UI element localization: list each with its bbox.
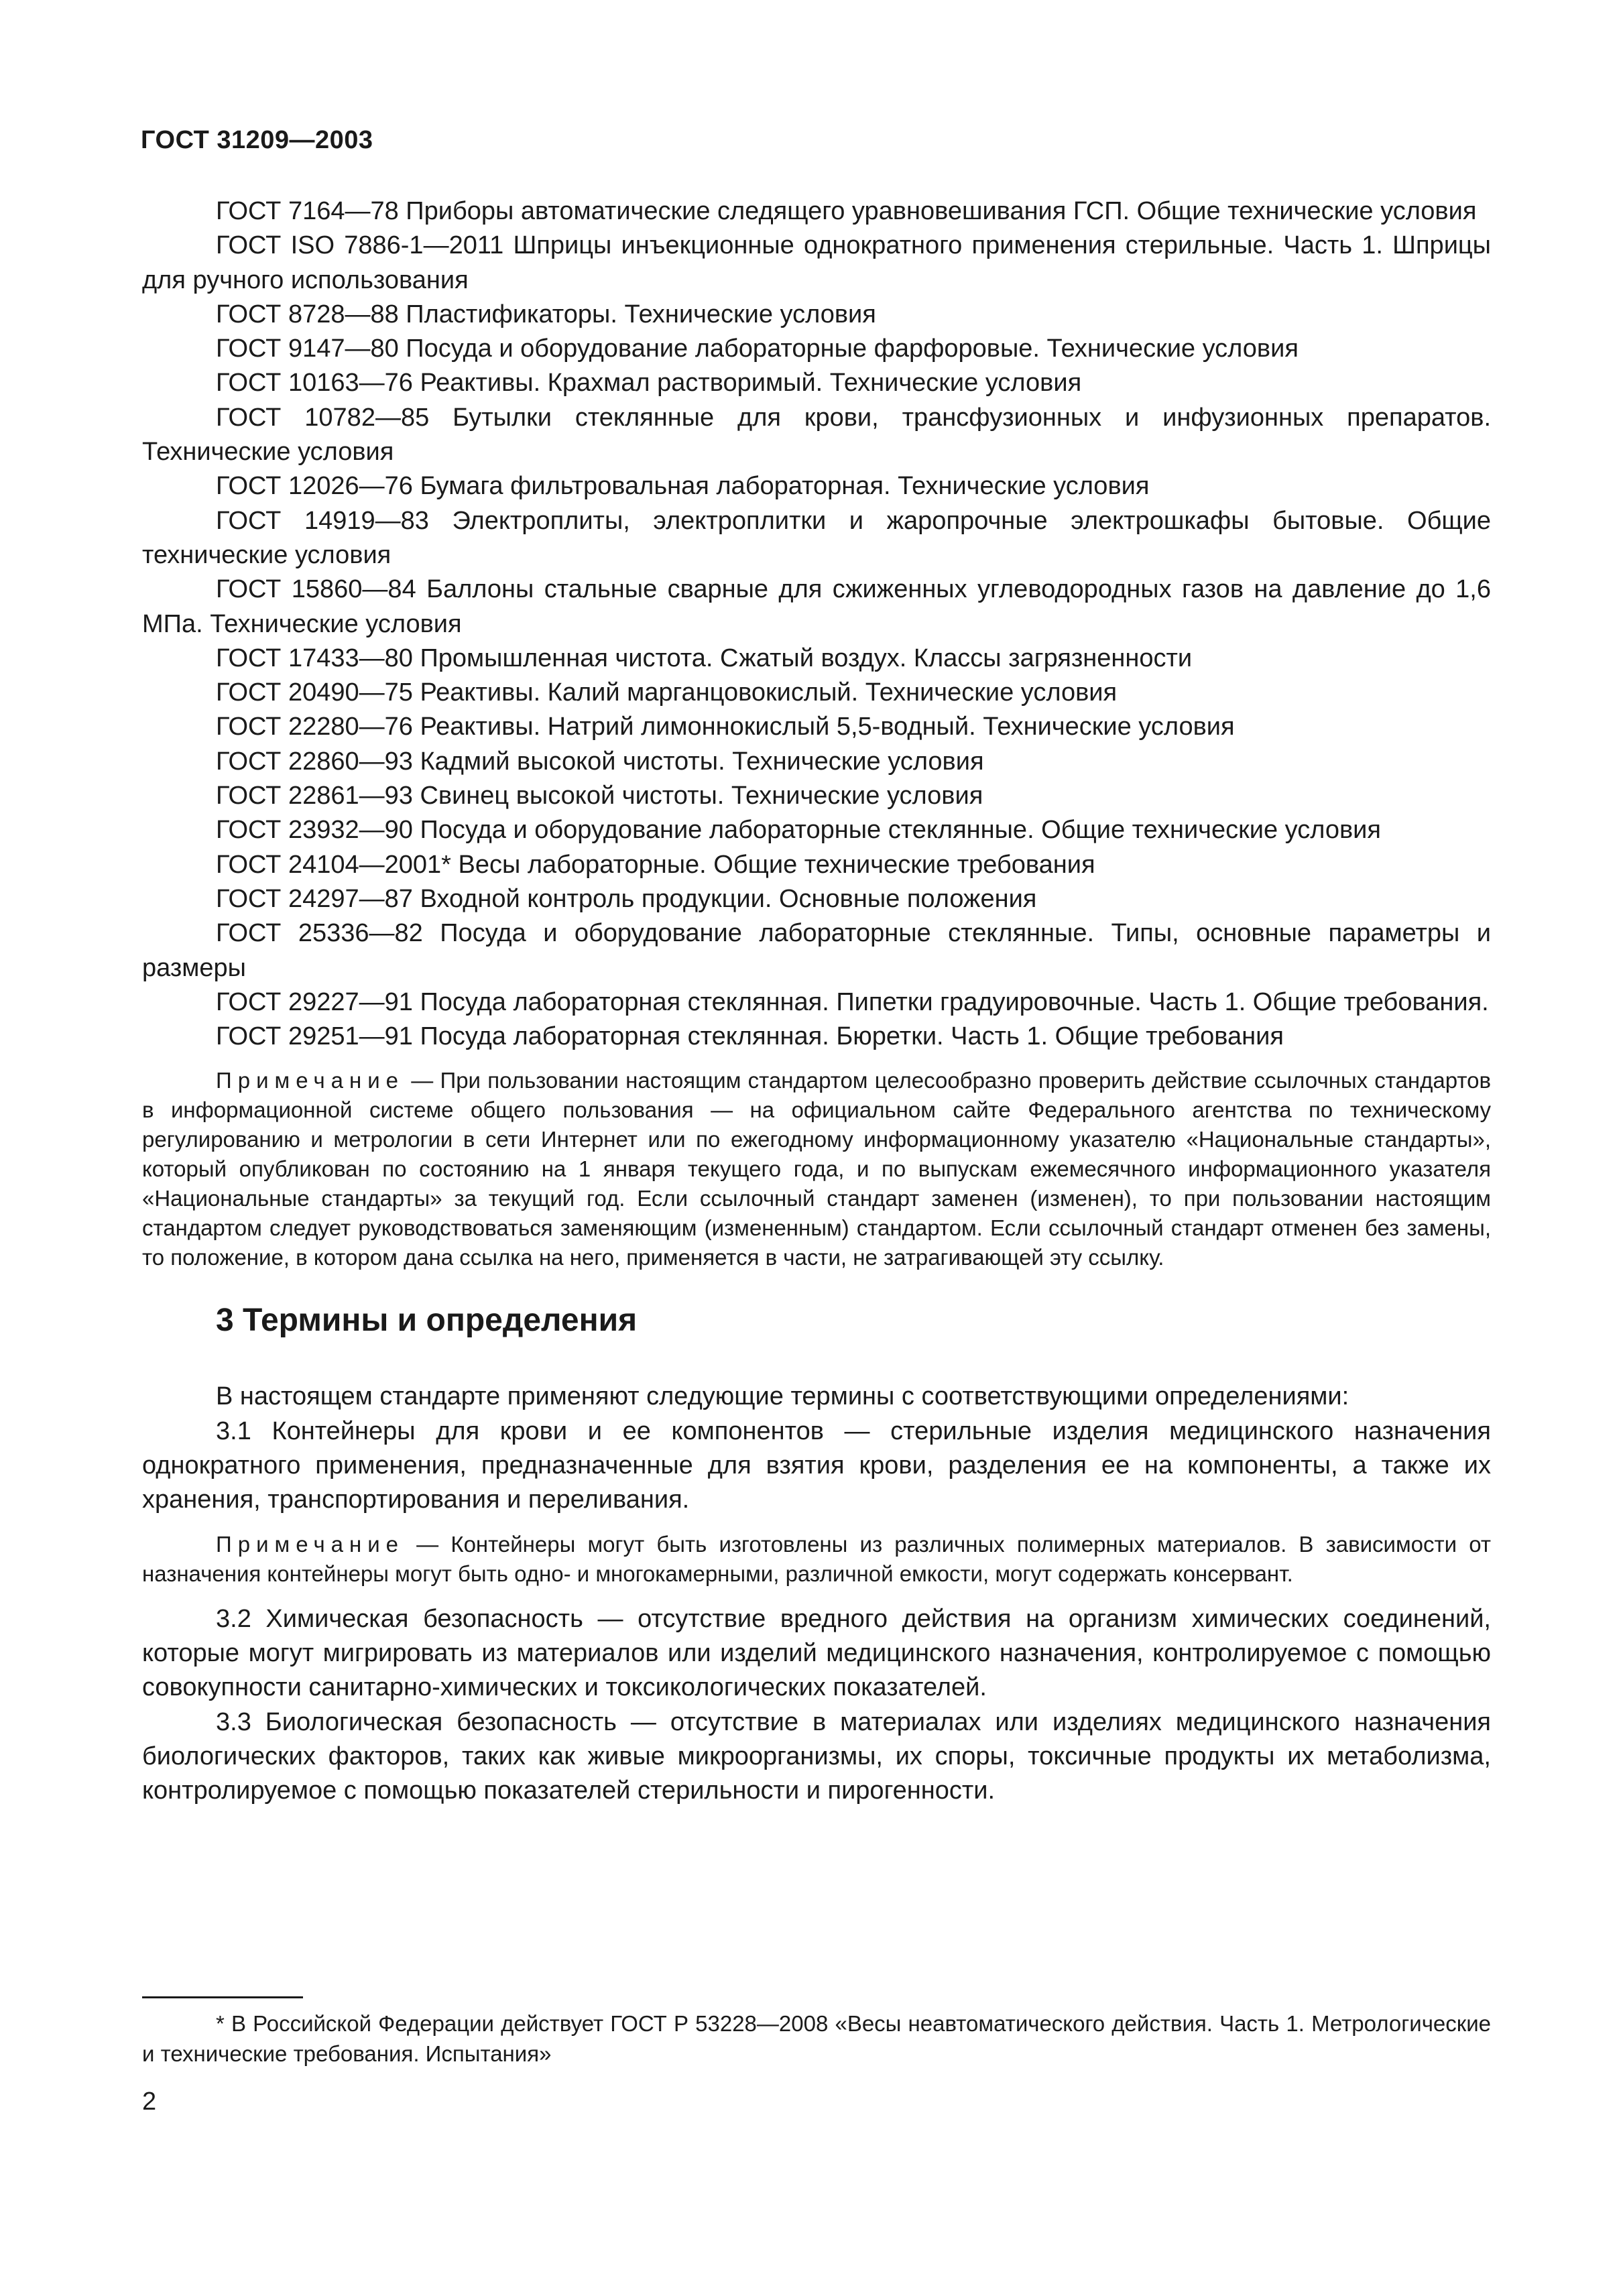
- reference-list: [142, 194, 1491, 1054]
- note-label: Примечание: [216, 1068, 405, 1093]
- references-note: [142, 1066, 1491, 1272]
- reference-item: ГОСТ 23932—90 Посуда и оборудование лабораторные стеклянные. Общие технические условия: [216, 816, 1381, 845]
- section-intro: В настоящем стандарте применяют следующие термины с соответствующими определениями:: [216, 1382, 1349, 1411]
- reference-item: ГОСТ ISO 7886-1—2011 Шприцы инъекционные однократного применения стерильные. Часть 1. Шприцы для ручного использования: [142, 231, 1491, 294]
- reference-item: ГОСТ 8728—88 Пластификаторы. Технические условия: [216, 300, 876, 328]
- reference-item: ГОСТ 10782—85 Бутылки стеклянные для крови, трансфузионных и инфузионных препаратов. Технические условия: [142, 403, 1491, 467]
- page-content: [142, 194, 1491, 1808]
- note-label: Примечание: [216, 1531, 405, 1557]
- reference-item: ГОСТ 15860—84 Баллоны стальные сварные для сжиженных углеводородных газов на давление до 1,6 МПа. Технические условия: [142, 575, 1491, 638]
- reference-item: ГОСТ 24104—2001* Весы лабораторные. Общие технические требования: [216, 850, 1095, 879]
- footnote-divider: [142, 1996, 303, 1998]
- section-title: 3 Термины и определения: [216, 1303, 638, 1339]
- term-note: [142, 1530, 1491, 1589]
- reference-item: ГОСТ 17433—80 Промышленная чистота. Сжатый воздух. Классы загрязненности: [216, 644, 1193, 672]
- reference-item: ГОСТ 14919—83 Электроплиты, электроплитки и жаропрочные электрошкафы бытовые. Общие технические условия: [142, 506, 1491, 569]
- reference-item: ГОСТ 9147—80 Посуда и оборудование лабораторные фарфоровые. Технические условия: [216, 335, 1299, 363]
- note-text: — При пользовании настоящим стандартом целесообразно проверить действие ссылочных стандартов в информационной системе общего пользования — на официальном сайте Федерального агентства по техническому регулированию и метрологии в сети Интернет или по ежегодному информационному указателю «Национальные стандарты», который опубликован по состоянию на 1 января текущего года, и по выпускам ежемесячного информационного указателя «Национальные стандарты» за текущий год. Если ссылочный стандарт заменен (изменен), то при пользовании настоящим стандартом следует руководствоваться заменяющим (измененным) стандартом. Если ссылочный стандарт отменен без замены, то положение, в котором дана ссылка на него, применяется в части, не затрагивающей эту ссылку.: [142, 1068, 1491, 1270]
- reference-item: ГОСТ 25336—82 Посуда и оборудование лабораторные стеклянные. Типы, основные параметры и размеры: [142, 919, 1491, 982]
- reference-item: ГОСТ 22280—76 Реактивы. Натрий лимоннокислый 5,5-водный. Технические условия: [216, 713, 1235, 741]
- term-definition: 3.3 Биологическая безопасность — отсутствие в материалах или изделиях медицинского назначения биологических факторов, таких как живые микроорганизмы, их споры, токсичные продукты их метаболизма, контролируемое с помощью показателей стерильности и пирогенности.: [142, 1707, 1491, 1805]
- document-header: ГОСТ 31209—2003: [141, 126, 373, 154]
- reference-item: ГОСТ 10163—76 Реактивы. Крахмал растворимый. Технические условия: [216, 369, 1082, 398]
- reference-item: ГОСТ 7164—78 Приборы автоматические следящего уравновешивания ГСП. Общие технические условия: [216, 197, 1477, 225]
- term-definition: 3.1 Контейнеры для крови и ее компонентов — стерильные изделия медицинского назначения однократного применения, предназначенные для взятия крови, разделения ее на компоненты, а также их хранения, транспортирования и переливания.: [142, 1416, 1491, 1514]
- reference-item: ГОСТ 24297—87 Входной контроль продукции. Основные положения: [216, 884, 1037, 913]
- reference-item: ГОСТ 29227—91 Посуда лабораторная стеклянная. Пипетки градуировочные. Часть 1. Общие требования.: [216, 987, 1489, 1016]
- reference-item: ГОСТ 22861—93 Свинец высокой чистоты. Технические условия: [216, 782, 983, 810]
- page-number: 2: [142, 2088, 157, 2116]
- term-definition: 3.2 Химическая безопасность — отсутствие вредного действия на организм химических соединений, которые могут мигрировать из материалов или изделий медицинского назначения, контролируемое с помощью совокупности санитарно-химических и токсикологических показателей.: [142, 1604, 1491, 1702]
- note-text: — Контейнеры могут быть изготовлены из различных полимерных материалов. В зависимости от назначения контейнеры могут быть одно- и многокамерными, различной емкости, могут содержать консервант.: [142, 1531, 1491, 1586]
- footnote: * В Российской Федерации действует ГОСТ Р 53228—2008 «Весы неавтоматического действия. Часть 1. Метрологические и технические требования. Испытания»: [142, 2011, 1491, 2066]
- reference-item: ГОСТ 22860—93 Кадмий высокой чистоты. Технические условия: [216, 747, 984, 776]
- reference-item: ГОСТ 29251—91 Посуда лабораторная стеклянная. Бюретки. Часть 1. Общие требования: [216, 1022, 1284, 1051]
- reference-item: ГОСТ 12026—76 Бумага фильтровальная лабораторная. Технические условия: [216, 472, 1150, 501]
- reference-item: ГОСТ 20490—75 Реактивы. Калий марганцовокислый. Технические условия: [216, 678, 1118, 707]
